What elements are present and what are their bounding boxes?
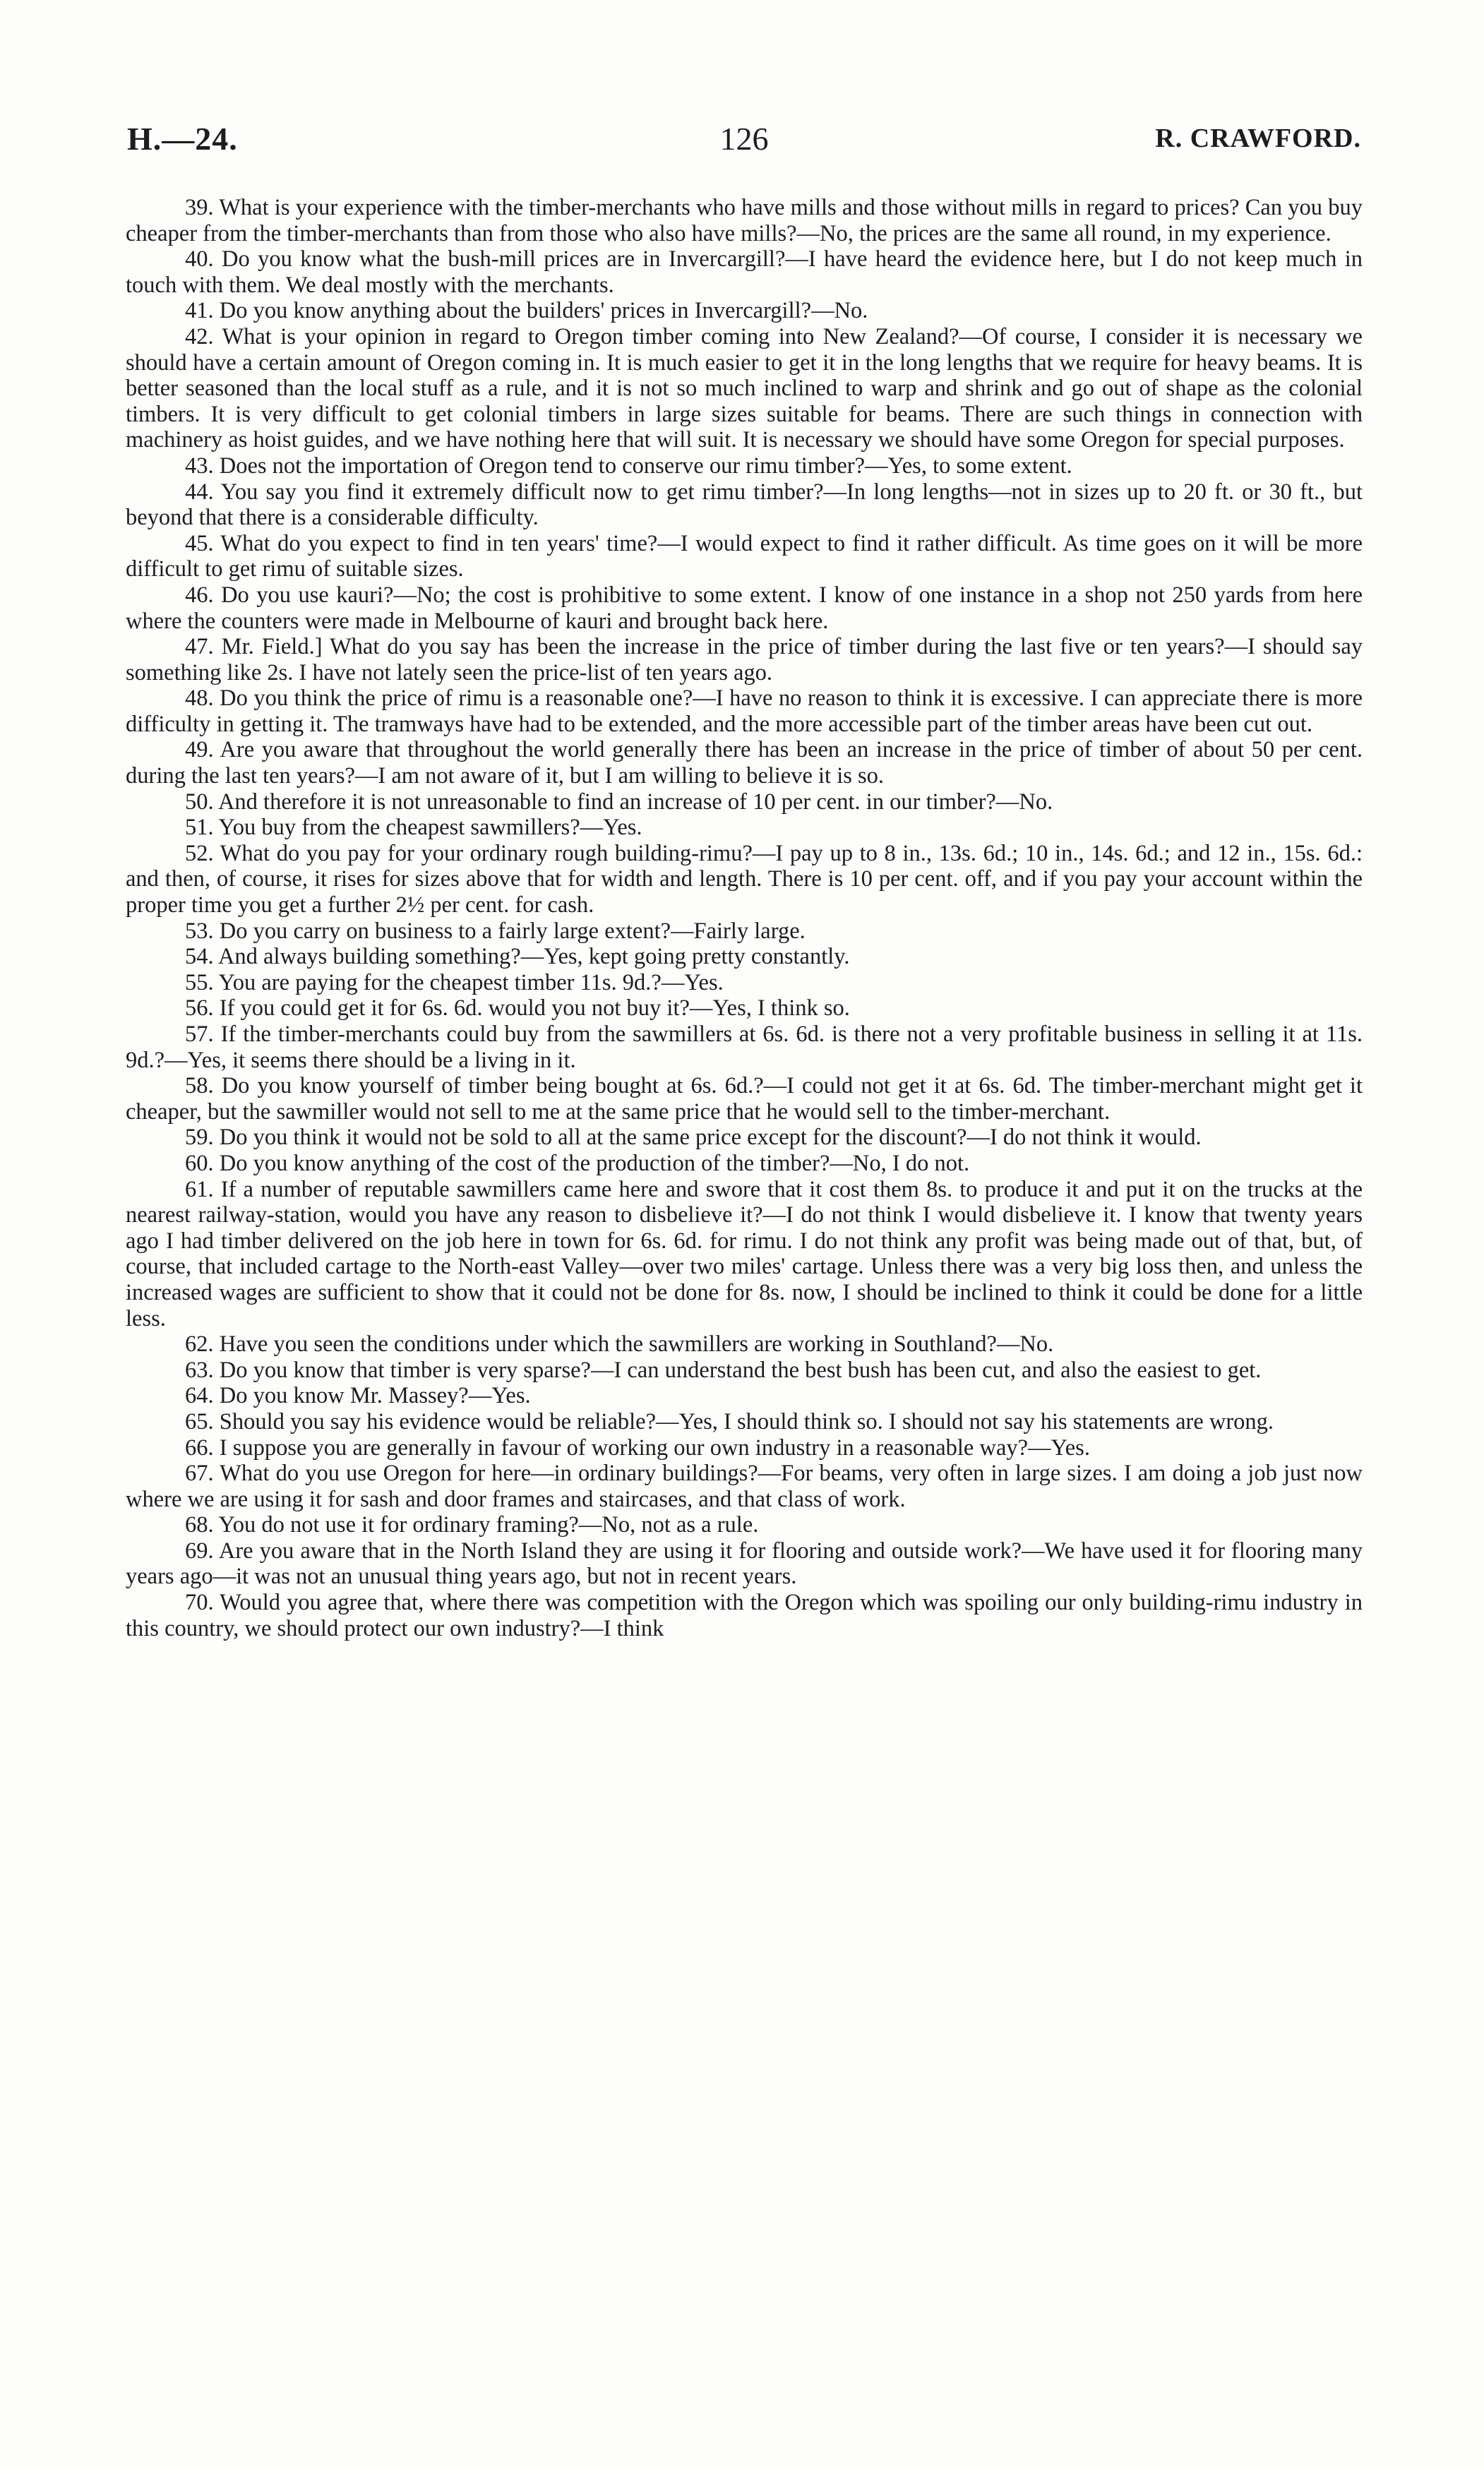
report-reference: H.—24.: [127, 121, 238, 157]
question-70: 70. Would you agree that, where there was competition with the Oregon which was spoiling our only building-rimu industry in this country, we should protect our own industry?—I think: [126, 1590, 1363, 1641]
page-number: 126: [719, 121, 769, 157]
question-63: 63. Do you know that timber is very sparse?—I can understand the best bush has been cut, and also the easiest to get.: [185, 1357, 1262, 1383]
question-54: 54. And always building something?—Yes, kept going pretty constantly.: [185, 944, 850, 970]
witness-name: R. CRAWFORD.: [1155, 124, 1361, 153]
question-49: 49. Are you aware that throughout the world generally there has been an increase in the price of timber of about 50 per cent. during the last ten years?—I am not aware of it, but I am willing to believe it is so.: [126, 737, 1363, 789]
question-52: 52. What do you pay for your ordinary rough building-rimu?—I pay up to 8 in., 13s. 6d.; 10 in., 14s. 6d.; and 12 in., 15s. 6d.: and then, of course, it rises for sizes above that for width and length. There is 10 per cent. off, and if you pay your account within the proper time you get a further 2½ per cent. for cash.: [126, 840, 1363, 918]
question-68: 68. You do not use it for ordinary framing?—No, not as a rule.: [185, 1512, 759, 1538]
question-62: 62. Have you seen the conditions under which the sawmillers are working in Southland?—No.: [185, 1331, 1054, 1358]
question-47: 47. Mr. Field.] What do you say has been the increase in the price of timber during the last five or ten years?—I should say something like 2s. I have not lately seen the price-list of ten years ago.: [126, 634, 1363, 685]
question-58: 58. Do you know yourself of timber being bought at 6s. 6d.?—I could not get it at 6s. 6d. The timber-merchant might get it cheaper, but the sawmiller would not sell to me at the same price that he would sell to the timber-merchant.: [126, 1073, 1363, 1125]
question-40: 40. Do you know what the bush-mill prices are in Invercargill?—I have heard the evidence here, but I do not keep much in touch with them. We deal mostly with the merchants.: [126, 246, 1363, 298]
question-67: 67. What do you use Oregon for here—in ordinary buildings?—For beams, very often in large sizes. I am doing a job just now where we are using it for sash and door frames and staircases, and that class of work.: [126, 1461, 1363, 1512]
question-57: 57. If the timber-merchants could buy from the sawmillers at 6s. 6d. is there not a very profitable business in selling it at 11s. 9d.?—Yes, it seems there should be a living in it.: [126, 1022, 1363, 1073]
question-39: 39. What is your experience with the timber-merchants who have mills and those without mills in regard to prices? Can you buy cheaper from the timber-merchants than from those who also have mills?—No, the prices are the same all round, in my experience.: [126, 195, 1363, 246]
question-60: 60. Do you know anything of the cost of the production of the timber?—No, I do not.: [185, 1150, 970, 1176]
question-46: 46. Do you use kauri?—No; the cost is prohibitive to some extent. I know of one instance in a shop not 250 yards from here where the counters were made in Melbourne of kauri and brought back here.: [126, 582, 1363, 634]
evidence-text: [126, 195, 1363, 1641]
question-61: 61. If a number of reputable sawmillers came here and swore that it cost them 8s. to produce it and put it on the trucks at the nearest railway-station, would you have any reason to disbelieve it?—I do not think I would disbelieve it. I know that twenty years ago I had timber delivered on the job here in town for 6s. 6d. for rimu. I do not think any profit was being made out of that, but, of course, that included cartage to the North-east Valley—over two miles' cartage. Unless there was a very big loss then, and unless the increased wages are sufficient to show that it could not be done for 8s. now, I should be inclined to think it could be done for a little less.: [126, 1176, 1363, 1331]
question-42: 42. What is your opinion in regard to Oregon timber coming into New Zealand?—Of course, I consider it is necessary we should have a certain amount of Oregon coming in. It is much easier to get it in the long lengths that we require for heavy beams. It is better seasoned than the local stuff as a rule, and it is not so much inclined to warp and shrink and go out of shape as the colonial timbers. It is very difficult to get colonial timbers in large sizes suitable for beams. There are such things in connection with machinery as hoist guides, and we have nothing here that will suit. It is necessary we should have some Oregon for special purposes.: [126, 323, 1363, 453]
question-64: 64. Do you know Mr. Massey?—Yes.: [185, 1383, 531, 1409]
question-51: 51. You buy from the cheapest sawmillers?—Yes.: [185, 815, 642, 841]
page-header: [127, 120, 1361, 169]
question-50: 50. And therefore it is not unreasonable to find an increase of 10 per cent. in our timber?—No.: [185, 789, 1053, 815]
question-44: 44. You say you find it extremely difficult now to get rimu timber?—In long lengths—not in sizes up to 20 ft. or 30 ft., but beyond that there is a considerable difficulty.: [126, 479, 1363, 531]
question-43: 43. Does not the importation of Oregon tend to conserve our rimu timber?—Yes, to some extent.: [185, 453, 1072, 479]
question-41: 41. Do you know anything about the builders' prices in Invercargill?—No.: [185, 298, 868, 324]
question-48: 48. Do you think the price of rimu is a reasonable one?—I have no reason to think it is excessive. I can appreciate there is more difficulty in getting it. The tramways have had to be extended, and the more accessible part of the timber areas have been cut out.: [126, 685, 1363, 737]
question-65: 65. Should you say his evidence would be reliable?—Yes, I should think so. I should not say his statements are wrong.: [185, 1408, 1274, 1434]
question-53: 53. Do you carry on business to a fairly large extent?—Fairly large.: [185, 918, 806, 944]
question-55: 55. You are paying for the cheapest timber 11s. 9d.?—Yes.: [185, 969, 724, 995]
question-69: 69. Are you aware that in the North Island they are using it for flooring and outside work?—We have used it for flooring many years ago—it was not an unusual thing years ago, but not in recent years.: [126, 1538, 1363, 1590]
question-66: 66. I suppose you are generally in favour of working our own industry in a reasonable way?—Yes.: [185, 1434, 1090, 1461]
question-45: 45. What do you expect to find in ten years' time?—I would expect to find it rather difficult. As time goes on it will be more difficult to get rimu of suitable sizes.: [126, 530, 1363, 582]
question-56: 56. If you could get it for 6s. 6d. would you not buy it?—Yes, I think so.: [185, 995, 850, 1022]
question-59: 59. Do you think it would not be sold to all at the same price except for the discount?—I do not think it would.: [185, 1125, 1202, 1151]
